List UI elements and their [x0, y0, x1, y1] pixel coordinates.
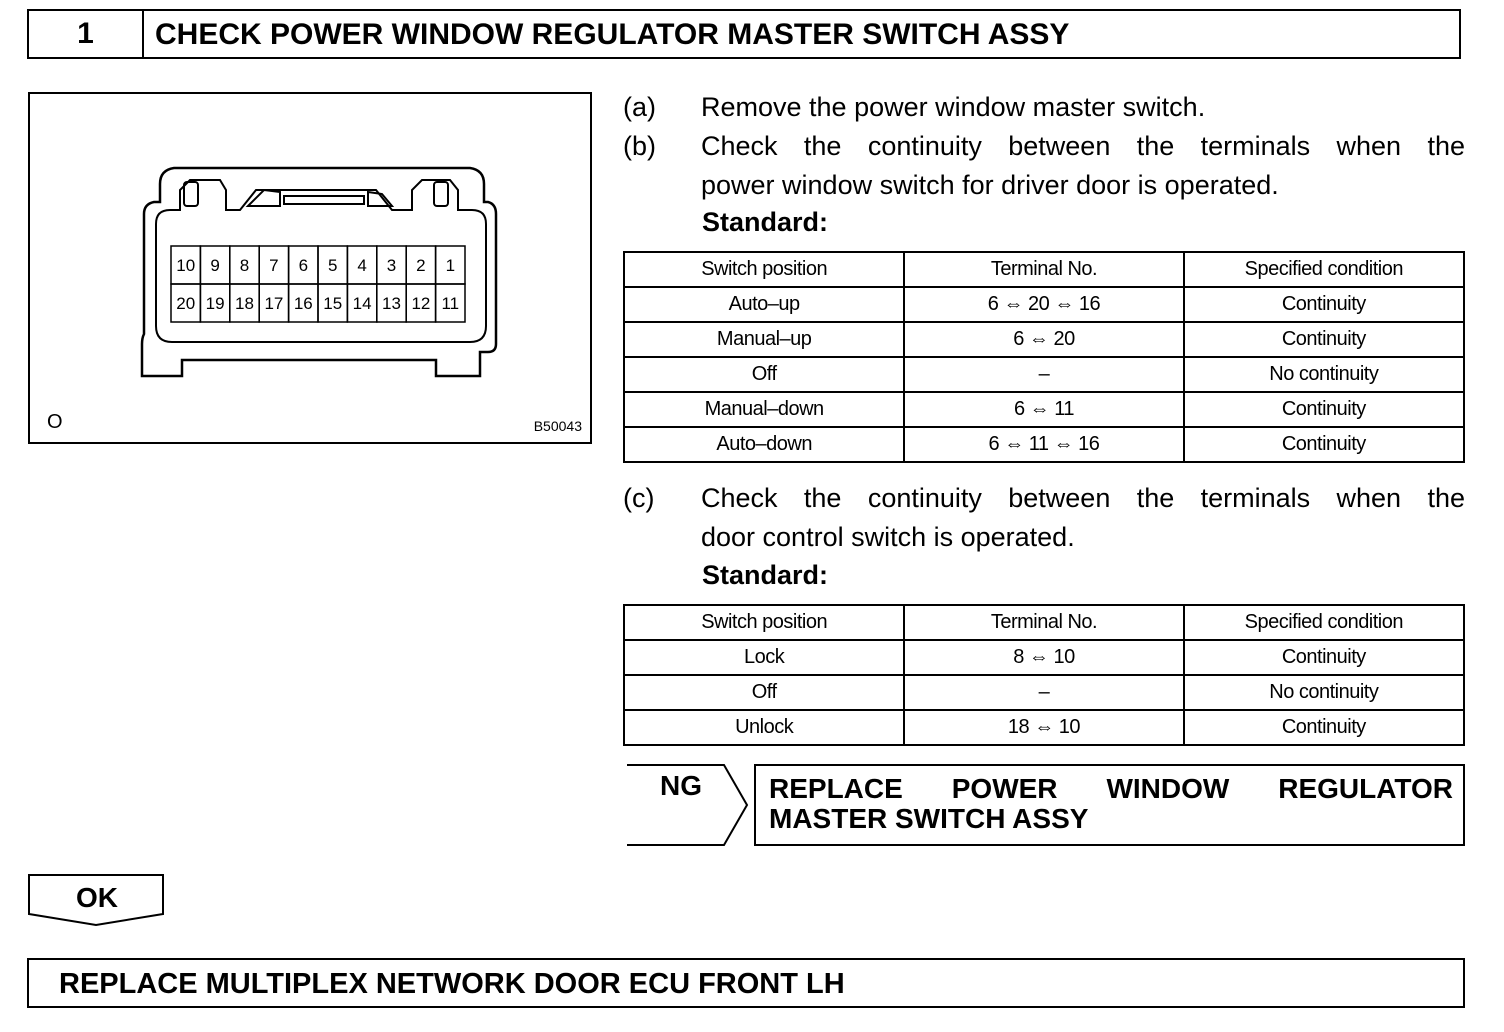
table1-cell: 6 ⇔ 11 ⇔ 16	[904, 427, 1183, 462]
table1-header-cell: Specified condition	[1184, 252, 1464, 287]
step-c-text-line1: Check the continuity between the terminals when the	[701, 483, 1465, 513]
table2-cell: Off	[624, 675, 904, 710]
table2-cell: No continuity	[1184, 675, 1464, 710]
terminal-number: 11	[441, 294, 460, 313]
table2-header-cell: Specified condition	[1184, 605, 1464, 640]
table1-cell: Manual–down	[624, 392, 904, 427]
table2-row	[624, 675, 1464, 710]
step-a	[623, 88, 1465, 127]
table2-header-row	[624, 605, 1464, 640]
table1-cell: No continuity	[1184, 357, 1464, 392]
ok-arrow	[28, 874, 166, 926]
table1-cell: Auto–down	[624, 427, 904, 462]
table2-cell: –	[904, 675, 1183, 710]
terminal-number: 5	[327, 256, 338, 275]
step-a-text: Remove the power window master switch.	[701, 92, 1206, 122]
continuity-table-door-control	[623, 604, 1465, 746]
terminal-number: 6	[298, 256, 309, 275]
table1-cell: 6 ⇔ 20 ⇔ 16	[904, 287, 1183, 322]
terminal-number: 1	[445, 256, 456, 275]
connector-drawing	[30, 94, 590, 442]
step-c-label: (c)	[623, 483, 655, 513]
table1-row	[624, 427, 1464, 462]
table1-row	[624, 287, 1464, 322]
step-b-text-line1: Check the continuity between the terminals when the	[701, 131, 1465, 161]
terminal-number: 18	[235, 294, 254, 313]
table1-cell: Auto–up	[624, 287, 904, 322]
ok-label: OK	[76, 882, 118, 913]
table1-header-row	[624, 252, 1464, 287]
step-b	[623, 127, 1465, 166]
step-c-text-line2: door control switch is operated.	[701, 522, 1075, 552]
terminal-number: 13	[382, 294, 401, 313]
continuity-table-driver-switch	[623, 251, 1465, 463]
terminal-number: 7	[269, 256, 279, 275]
terminal-number: 19	[205, 294, 225, 313]
table1-row	[624, 392, 1464, 427]
figure-corner-mark: O	[47, 411, 63, 433]
table1-cell: Continuity	[1184, 427, 1464, 462]
table1-row	[624, 322, 1464, 357]
table2-cell: Lock	[624, 640, 904, 675]
table1-cell: 6 ⇔ 20	[904, 322, 1183, 357]
table1-cell: Continuity	[1184, 322, 1464, 357]
terminal-number: 15	[323, 294, 343, 313]
terminal-number: 16	[293, 294, 313, 313]
terminal-number: 4	[357, 256, 367, 275]
standard-label-2: Standard:	[702, 560, 829, 590]
terminal-grid	[171, 246, 465, 322]
standard-label-1: Standard:	[702, 207, 829, 237]
terminal-number: 10	[176, 256, 196, 275]
table2-cell: Continuity	[1184, 640, 1464, 675]
step-b-label: (b)	[623, 131, 656, 161]
step-c	[623, 479, 1465, 518]
step-number: 1	[29, 11, 144, 57]
table2-row	[624, 640, 1464, 675]
final-action-text: REPLACE MULTIPLEX NETWORK DOOR ECU FRONT LH	[59, 968, 845, 1000]
ng-action-line1: REPLACE POWER WINDOW REGULATOR	[769, 773, 1453, 804]
terminal-number: 3	[386, 256, 397, 275]
table1-cell: 6 ⇔ 11	[904, 392, 1183, 427]
terminal-number: 14	[352, 294, 372, 313]
latch-tab-right	[434, 182, 448, 206]
terminal-number: 8	[239, 256, 250, 275]
lock-bar	[284, 196, 364, 204]
table2-header-cell: Terminal No.	[904, 605, 1183, 640]
ng-arrow	[626, 764, 748, 846]
table2-row	[624, 710, 1464, 745]
table1-header-cell: Terminal No.	[904, 252, 1183, 287]
terminal-number: 2	[416, 256, 426, 275]
connector-figure	[28, 92, 592, 444]
table1-cell: Manual–up	[624, 322, 904, 357]
terminal-number: 12	[411, 294, 431, 313]
table1-cell: Off	[624, 357, 904, 392]
figure-code: B50043	[533, 418, 582, 434]
table2-cell: Unlock	[624, 710, 904, 745]
ng-action-box	[754, 764, 1465, 846]
final-action-box	[27, 958, 1465, 1008]
step-b-cont	[623, 166, 1465, 205]
terminal-number: 20	[176, 294, 196, 313]
table1-header-cell: Switch position	[624, 252, 904, 287]
step-title: CHECK POWER WINDOW REGULATOR MASTER SWITCH ASSY	[155, 18, 1070, 51]
terminal-number: 9	[210, 256, 220, 275]
table2-cell: Continuity	[1184, 710, 1464, 745]
latch-tab-left	[184, 182, 198, 206]
table2-header-cell: Switch position	[624, 605, 904, 640]
ng-label: NG	[660, 770, 702, 801]
table1-cell: Continuity	[1184, 392, 1464, 427]
table1-cell: –	[904, 357, 1183, 392]
step-header	[27, 9, 1461, 59]
terminal-number: 17	[264, 294, 284, 313]
step-c-cont	[623, 518, 1465, 557]
table1-row	[624, 357, 1464, 392]
table1-cell: Continuity	[1184, 287, 1464, 322]
step-a-label: (a)	[623, 92, 656, 122]
step-b-text-line2: power window switch for driver door is operated.	[701, 170, 1279, 200]
table2-cell: 18 ⇔ 10	[904, 710, 1183, 745]
ng-action-line2: MASTER SWITCH ASSY	[769, 803, 1089, 834]
table2-cell: 8 ⇔ 10	[904, 640, 1183, 675]
